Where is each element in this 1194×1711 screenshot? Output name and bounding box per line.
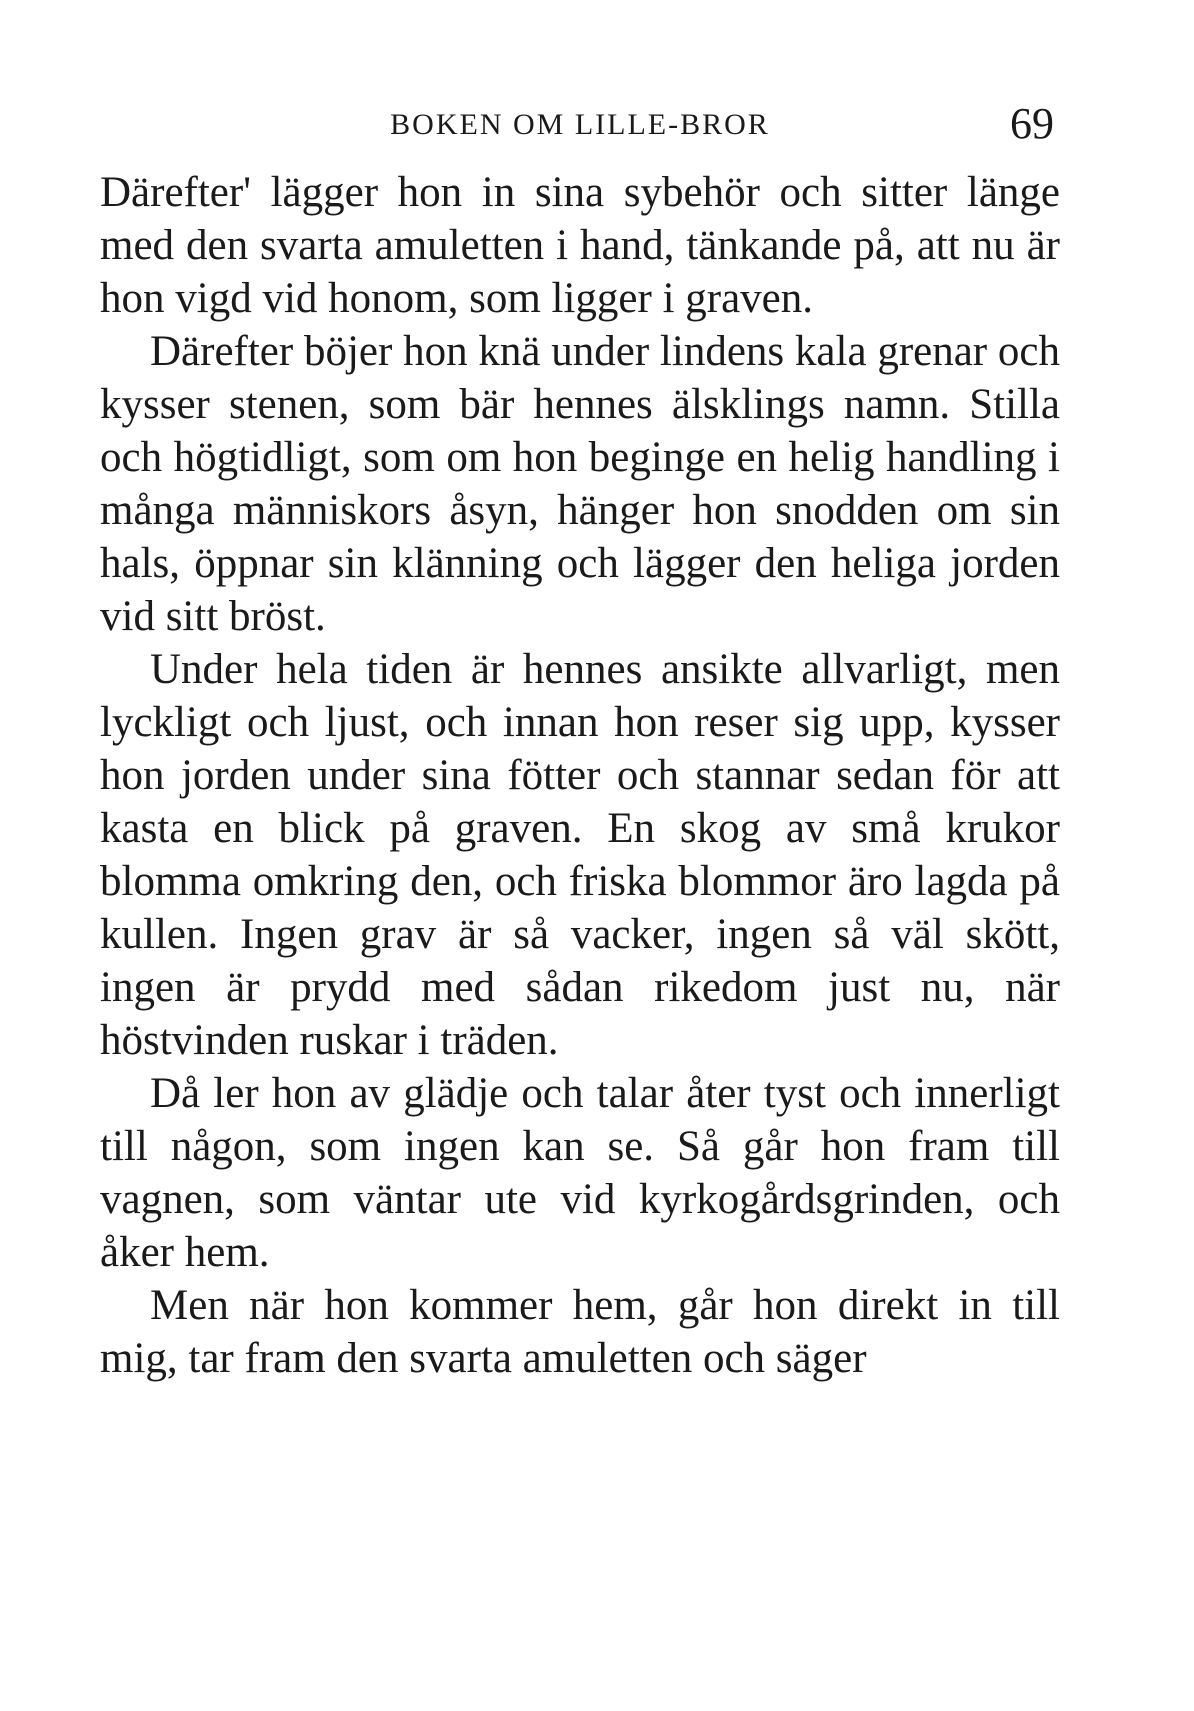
page-number: 69 [1010, 99, 1054, 148]
paragraph-2: Därefter böjer hon knä under lindens kala grenar och kysser stenen, som bär hennes älsklings namn. Stilla och högtidligt, som om hon beginge en helig handling i många människors åsyn, hänger hon snodden om sin hals, öppnar sin klänning och lägger den heliga jorden vid sitt bröst. [100, 328, 1060, 640]
running-title: BOKEN OM LILLE-BROR [390, 108, 770, 141]
paragraph-4: Då ler hon av glädje och talar åter tyst och innerligt till någon, som ingen kan se. Så går hon fram till vagnen, som väntar ute vid kyrkogårdsgrinden, och åker hem. [100, 1070, 1060, 1276]
paragraph-3: Under hela tiden är hennes ansikte allvarligt, men lyckligt och ljust, och innan hon reser sig upp, kysser hon jorden under sina fötter och stannar sedan för att kasta en blick på graven. En skog av små krukor blomma omkring den, och friska blommor äro lagda på kullen. Ingen grav är så vacker, ingen så väl skött, ingen är prydd med sådan rikedom just nu, när höstvinden ruskar i träden. [100, 646, 1060, 1064]
paragraph-1: Därefter' lägger hon in sina sybehör och sitter länge med den svarta amuletten i hand, tänkande på, att nu är hon vigd vid honom, som ligger i graven. [100, 169, 1060, 322]
paragraph-5: Men när hon kommer hem, går hon direkt in till mig, tar fram den svarta amuletten och säger [100, 1282, 1060, 1382]
body-text [100, 166, 1060, 1385]
running-head [100, 100, 1060, 156]
